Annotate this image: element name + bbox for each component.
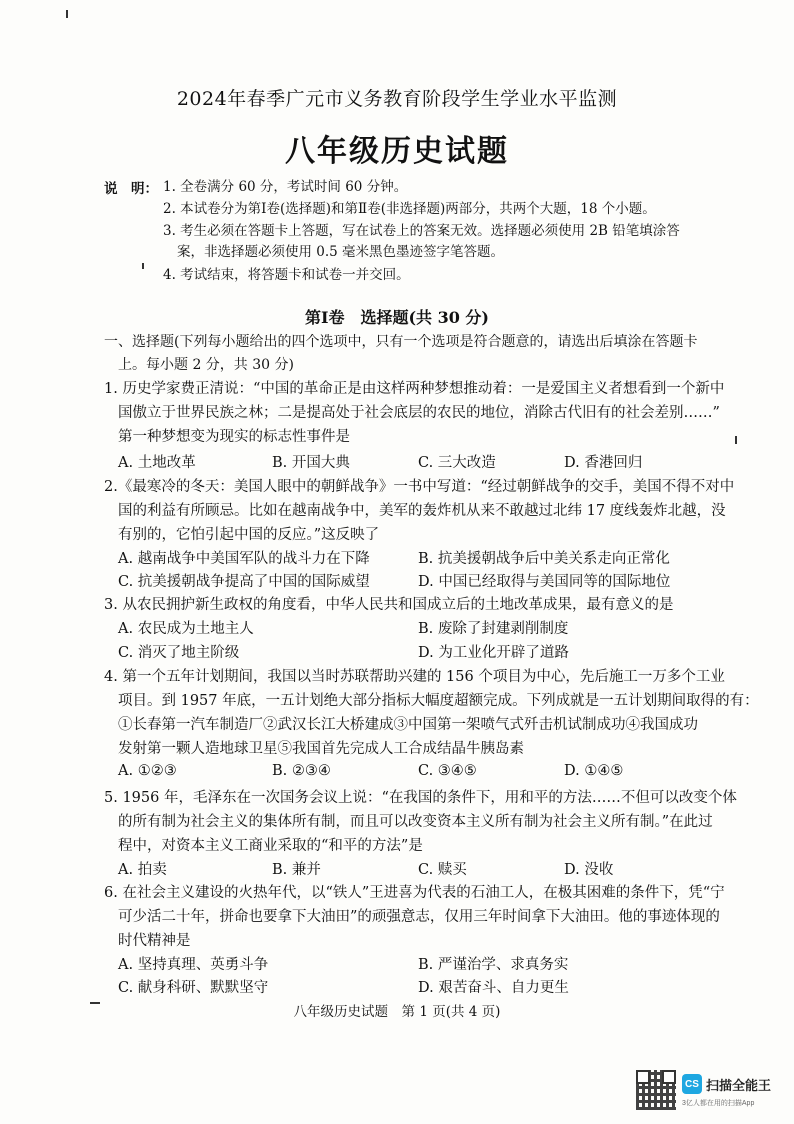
scan-mark-note	[142, 263, 144, 269]
question-5-option-c: C. 赎买	[418, 862, 467, 878]
note-item: 4. 考试结束，将答题卡和试卷一并交回。	[163, 267, 410, 283]
question-5-option-a: A. 拍卖	[118, 862, 167, 878]
section-instruction: 一、选择题(下列每小题给出的四个选项中，只有一个选项是符合题意的，请选出后填涂在答题卡	[104, 334, 698, 350]
question-1-line: 1. 历史学家费正清说：“中国的革命正是由这样两种梦想推动着：一是爱国主义者想看到一个新中	[104, 381, 725, 397]
question-4-line: 4. 第一个五年计划期间，我国以当时苏联帮助兴建的 156 个项目为中心，先后施工一万多个工业	[104, 669, 725, 685]
question-2-option-a: A. 越南战争中美国军队的战斗力在下降	[118, 551, 370, 567]
question-6-line: 时代精神是	[118, 933, 191, 949]
question-5-line: 程中，对资本主义工商业采取的“和平的方法”是	[118, 838, 423, 854]
question-3-option-b: B. 废除了封建剥削制度	[418, 621, 569, 637]
question-2-option-b: B. 抗美援朝战争后中美关系走向正常化	[418, 551, 670, 567]
question-6-option-d: D. 艰苦奋斗、自力更生	[418, 980, 569, 996]
watermark-tagline: 3亿人都在用的扫描App	[682, 1100, 755, 1107]
page-footer: 八年级历史试题 第 1 页(共 4 页)	[293, 1004, 501, 1020]
qr-code-icon	[636, 1070, 676, 1110]
question-6-option-a: A. 坚持真理、英勇斗争	[118, 957, 269, 973]
question-2-line: 2.《最寒冷的冬天：美国人眼中的朝鲜战争》一书中写道：“经过朝鲜战争的交手，美国不得不对中	[104, 479, 735, 495]
exam-subtitle: 八年级历史试题	[285, 134, 509, 169]
question-1-option-c: C. 三大改造	[418, 455, 496, 471]
question-3-option-c: C. 消灭了地主阶级	[118, 645, 240, 661]
question-4-line: 发射第一颗人造地球卫星⑤我国首先完成人工合成结晶牛胰岛素	[118, 741, 524, 757]
section-title: 第Ⅰ卷 选择题(共 30 分)	[304, 308, 490, 327]
question-6-line: 可少活二十年，拼命也要拿下大油田”的顽强意志，仅用三年时间拿下大油田。他的事迹体现的	[118, 909, 720, 925]
question-5-option-b: B. 兼并	[272, 862, 321, 878]
scan-mark-right	[735, 436, 737, 444]
question-1-option-b: B. 开国大典	[272, 455, 350, 471]
note-item: 案，非选择题必须使用 0.5 毫米黑色墨迹签字笔答题。	[177, 244, 505, 260]
question-3-option-d: D. 为工业化开辟了道路	[418, 645, 569, 661]
section-instruction: 上。每小题 2 分，共 30 分)	[118, 357, 294, 373]
question-3-option-a: A. 农民成为土地主人	[118, 621, 254, 637]
question-6-line: 6. 在社会主义建设的火热年代，以“铁人”王进喜为代表的石油工人，在极其困难的条件下，凭“宁	[104, 885, 725, 901]
question-4-line: ①长春第一汽车制造厂②武汉长江大桥建成③中国第一架喷气式歼击机试制成功④我国成功	[118, 717, 698, 733]
watermark-app-name: 扫描全能王	[706, 1078, 772, 1093]
note-item: 1. 全卷满分 60 分，考试时间 60 分钟。	[163, 179, 408, 195]
question-2-line: 有别的，它怕引起中国的反应。”这反映了	[118, 527, 380, 543]
scan-mark-top	[66, 10, 68, 18]
question-5-option-d: D. 没收	[564, 862, 614, 878]
question-5-line: 5. 1956 年，毛泽东在一次国务会议上说：“在我国的条件下，用和平的方法……不但可以改变个体	[104, 790, 737, 806]
question-6-option-c: C. 献身科研、默默坚守	[118, 980, 269, 996]
camscanner-logo-icon: CS	[682, 1074, 702, 1094]
question-3-line: 3. 从农民拥护新生政权的角度看，中华人民共和国成立后的土地改革成果，最有意义的是	[104, 597, 674, 613]
notes-label: 说 明：	[104, 181, 158, 197]
note-item: 3. 考生必须在答题卡上答题，写在试卷上的答案无效。选择题必须使用 2B 铅笔填涂答	[163, 223, 680, 239]
question-1-option-d: D. 香港回归	[564, 455, 643, 471]
question-5-line: 的所有制为社会主义的集体所有制，而且可以改变资本主义所有制为社会主义所有制。”在此过	[118, 814, 713, 830]
question-4-line: 项目。到 1957 年底，一五计划绝大部分指标大幅度超额完成。下列成就是一五计划期间取得的有：	[118, 693, 759, 709]
question-4-option-b: B. ②③④	[272, 763, 331, 779]
question-4-option-a: A. ①②③	[118, 763, 177, 779]
question-1-line: 国傲立于世界民族之林；二是提高处于社会底层的农民的地位，消除古代旧有的社会差别……”	[118, 405, 720, 421]
question-4-option-c: C. ③④⑤	[418, 763, 477, 779]
question-2-option-d: D. 中国已经取得与美国同等的国际地位	[418, 574, 671, 590]
question-2-line: 国的利益有所顾忌。比如在越南战争中，美军的轰炸机从来不敢越过北纬 17 度线轰炸北越，没	[118, 503, 726, 519]
question-6-option-b: B. 严谨治学、求真务实	[418, 957, 569, 973]
exam-title: 2024年春季广元市义务教育阶段学生学业水平监测	[176, 88, 618, 110]
note-item: 2. 本试卷分为第Ⅰ卷(选择题)和第Ⅱ卷(非选择题)两部分，共两个大题，18 个小题。	[163, 201, 656, 217]
question-2-option-c: C. 抗美援朝战争提高了中国的国际威望	[118, 574, 370, 590]
question-1-option-a: A. 土地改革	[118, 455, 196, 471]
question-1-line: 第一种梦想变为现实的标志性事件是	[118, 429, 350, 445]
question-4-option-d: D. ①④⑤	[564, 763, 624, 779]
